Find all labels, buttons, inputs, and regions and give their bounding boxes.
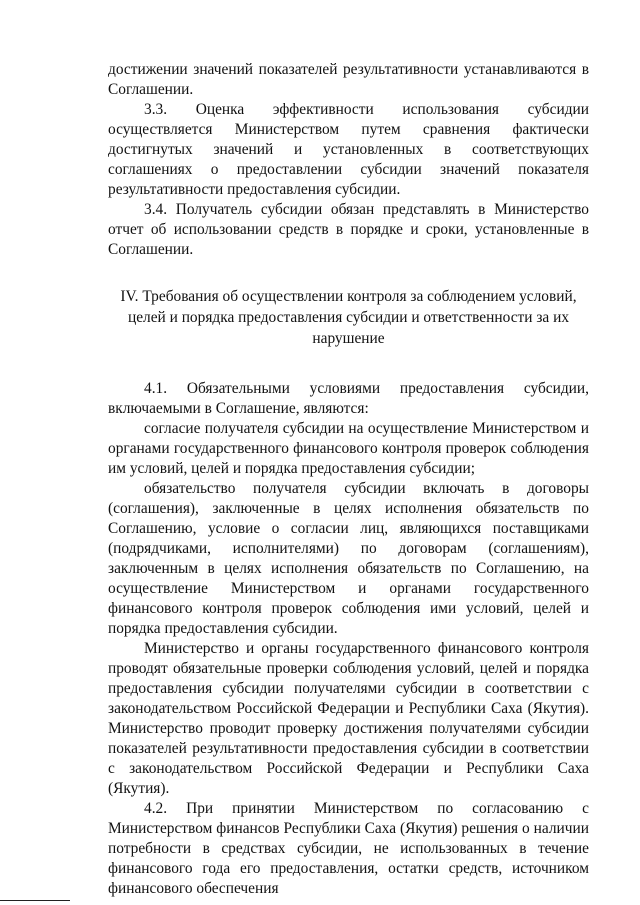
paragraph-obligation: обязательство получателя субсидии включать в договоры (соглашения), заключенные в целях исполнения обязательств по Соглашению, условие о согласии лиц, являющихся поставщиками (подрядчиками, исполнителями) по договорам (соглашениям), заключенным в целях исполнения обязательств по Соглашению, на осуществление Министерством и органами государственного финансового контроля проверок соблюдения ими условий, целей и порядка предоставления субсидии.: [108, 480, 589, 637]
section-iv-heading: IV. Требования об осуществлении контроля за соблюдением условий, целей и порядка предоставления субсидии и ответственности за их нарушение: [120, 288, 577, 347]
footer-rule: [0, 900, 70, 901]
paragraph-3-4: 3.4. Получатель субсидии обязан представлять в Министерство отчет об использовании средств в порядке и сроки, установленные в Соглашении.: [108, 201, 589, 258]
paragraph-4-1: 4.1. Обязательными условиями предоставления субсидии, включаемыми в Соглашение, являются:: [108, 380, 589, 417]
paragraph-consent: согласие получателя субсидии на осуществление Министерством и органами государственного финансового контроля проверок соблюдения им условий, целей и порядка предоставления субсидии;: [108, 420, 589, 477]
paragraph-intro: достижении значений показателей результативности устанавливаются в Соглашении.: [108, 61, 589, 98]
paragraph-ministry-checks: Министерство и органы государственного финансового контроля проводят обязательные проверки соблюдения условий, целей и порядка предоставления субсидии получателями субсидии в соответствии с законодательством Российской Федерации и Республики Саха (Якутия). Министерство проводит проверку достижения получателями субсидии показателей результативности предоставления субсидии в соответствии с законодательством Российской Федерации и Республики Саха (Якутия).: [108, 640, 589, 797]
paragraph-4-2: 4.2. При принятии Министерством по согласованию с Министерством финансов Республики Саха (Якутия) решения о наличии потребности в средствах субсидии, не использованных в течение финансового года его предоставления, остатки средств, источником финансового обеспечения: [108, 800, 589, 897]
document-page: [108, 60, 589, 899]
paragraph-3-3: 3.3. Оценка эффективности использования субсидии осуществляется Министерством путем сравнения фактически достигнутых значений и установленных в соответствующих соглашениях о предоставлении субсидии значений показателя результативности предоставления субсидии.: [108, 101, 589, 198]
